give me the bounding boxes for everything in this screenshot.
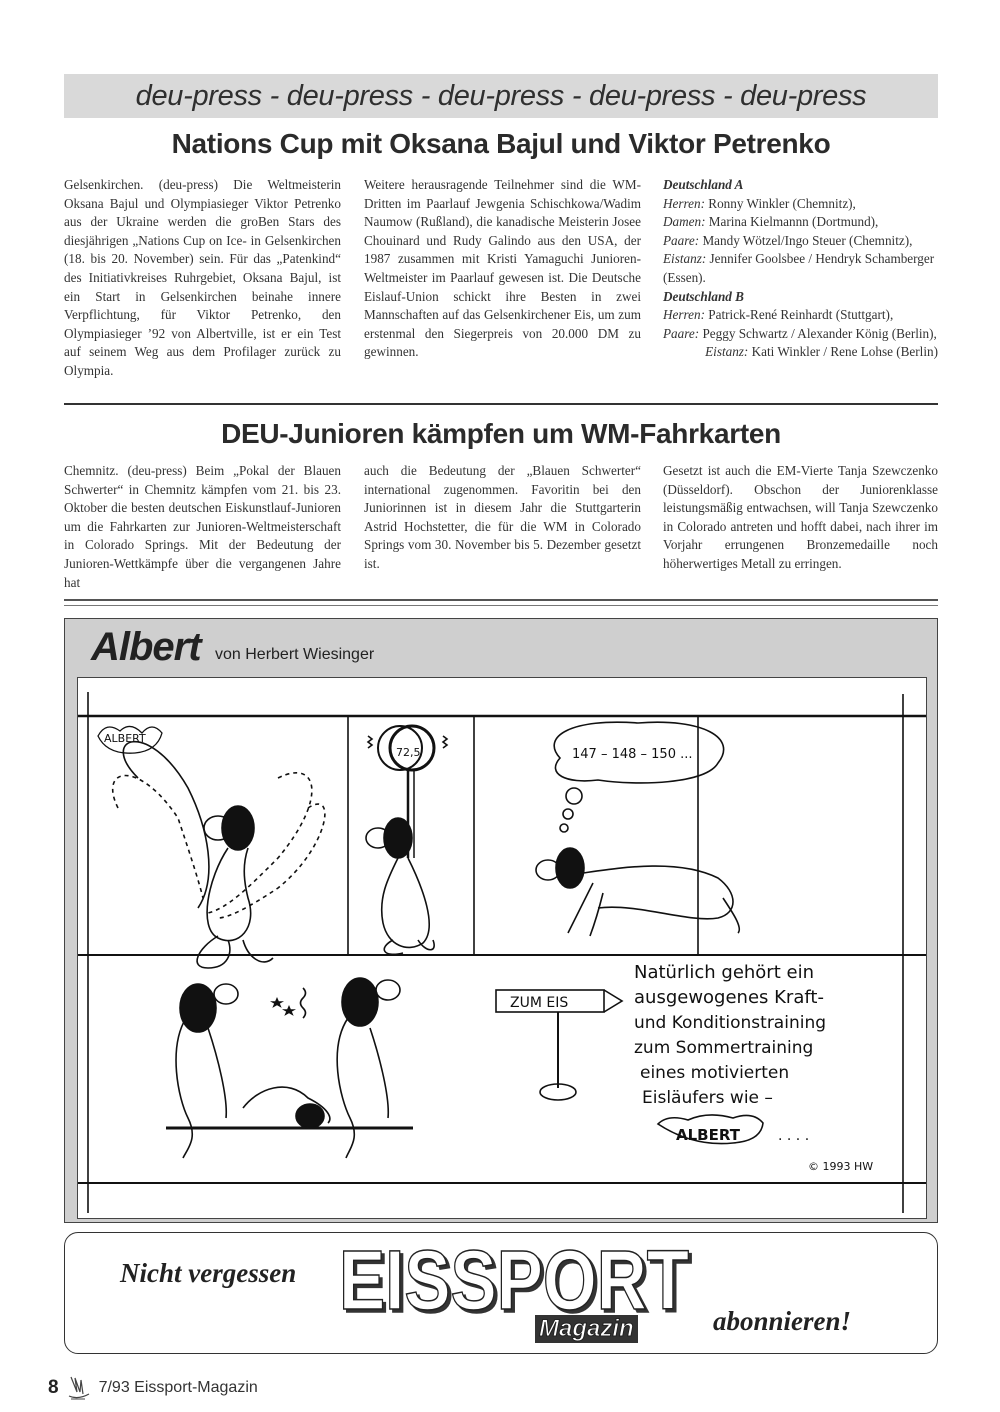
entry-category: Eistanz: bbox=[705, 344, 749, 360]
page-number: 8 bbox=[48, 1377, 59, 1398]
article2-column1 bbox=[64, 462, 341, 592]
page-footer bbox=[48, 1374, 258, 1402]
team-entry bbox=[663, 213, 938, 232]
article1-column2 bbox=[364, 176, 641, 362]
carrier-right bbox=[337, 1018, 388, 1158]
section-divider bbox=[64, 605, 938, 606]
entry-category: Herren: bbox=[663, 307, 705, 323]
panel-3 bbox=[536, 722, 739, 936]
weight-label: 72,5 bbox=[396, 746, 421, 759]
article2-col3-text: Gesetzt ist auch die EM-Vierte Tanja Szewczenko (Düsseldorf). Obschon der Juniorenklasse leistungsmäßig entwachsen, will Tanja Szewczenko in Colorado antreten und hofft dabei, nach ihrer im Vorjahr errungenen Bronzemedaille noch höherwertiges Metall zu erringen. bbox=[663, 463, 938, 571]
hair bbox=[384, 818, 412, 858]
ad-left-text: Nicht vergessen bbox=[120, 1258, 297, 1288]
comic-caption bbox=[634, 962, 873, 1173]
shake-lines bbox=[368, 736, 372, 748]
carrier-left bbox=[176, 1018, 226, 1158]
nose bbox=[214, 984, 238, 1004]
subscription-ad[interactable] bbox=[64, 1232, 938, 1354]
entry-text: Kati Winkler / Rene Lohse (Berlin) bbox=[748, 344, 938, 360]
article1-col1-text: Gelsenkirchen. (deu-press) Die Weltmeisterin Oksana Bajul und Olympiasieger Viktor Petrenko aus der Ukraine werden die groBen Stars des diesjährigen „Nations Cup on Ice- in Gelsenkirchen (18. bis 20. November) sein. Für das „Patenkind“ des Initiativkreises Ruhrgebiet, Oksana Bajul, ist ein Start in Gelsenkirchen beinahe innere Verpflichtung, für Viktor Petrenko, den Olympiasieger ’92 von Albertville, ist er ein Test auf seinem Weg aus dem Profilager zurück zu Olympia. bbox=[64, 177, 341, 378]
body bbox=[382, 858, 430, 947]
caption-line: und Konditionstraining bbox=[634, 1013, 827, 1033]
entry-category: Eistanz: bbox=[663, 251, 707, 267]
deu-press-banner bbox=[64, 74, 938, 118]
arm bbox=[123, 742, 209, 908]
issue-label: 7/93 Eissport-Magazin bbox=[98, 1379, 258, 1396]
hair bbox=[180, 984, 216, 1032]
caption-line: eines motivierten bbox=[640, 1063, 790, 1083]
dizzy-lines bbox=[301, 988, 306, 1018]
article2-column3 bbox=[663, 462, 938, 574]
article2-col1-text: Chemnitz. (deu-press) Beim „Pokal der Blauen Schwerter“ in Chemnitz kämpfen vom 21. bis 23. Oktober die besten deutschen Eiskunstlauf-Junioren um die Fahrkarten zur Junioren-Weltmeisterschaft in Colorado Springs. Mit der Bedeutung der Junioren-Wettkämpfe über die vergangenen Jahre hat bbox=[64, 463, 341, 590]
ad-right-text: abonnieren! bbox=[713, 1306, 852, 1336]
nose bbox=[376, 980, 400, 1000]
team-entry bbox=[663, 250, 938, 287]
sign-text: ZUM EIS bbox=[510, 995, 569, 1011]
entry-text: Marina Kielmannn (Dortmund), bbox=[705, 214, 879, 230]
team-entry bbox=[663, 232, 938, 251]
comic-strip bbox=[77, 677, 927, 1219]
team-entry bbox=[663, 343, 938, 362]
article1-col2-text: Weitere herausragende Teilnehmer sind die WM-Dritten im Paarlauf Jewgenia Schischkowa/Wadim Naumow (Rußland), die kanadische Meisterin Josee Chouinard und Rudy Galindo aus den USA, der 1987 zusammen mit Kristi Yamaguchi Junioren-Weltmeister im Paarlauf gewesen ist. Die Deutsche Eislauf-Union schickt ihre Besten in zwei Mannschaften auf das Gelsenkirchener Eis, um zum erstenmal den Siegerpreis von 20.000 DM zu gewinnen. bbox=[364, 177, 641, 360]
article1-column1 bbox=[64, 176, 341, 381]
entry-text: Ronny Winkler (Chemnitz), bbox=[705, 195, 856, 211]
eissport-logo bbox=[337, 1239, 697, 1315]
body bbox=[207, 848, 251, 941]
panel-1 bbox=[98, 726, 325, 968]
entry-text: Mandy Wötzel/Ingo Steuer (Chemnitz), bbox=[699, 232, 913, 248]
section-divider bbox=[64, 403, 938, 405]
team-name: Deutschland A bbox=[663, 177, 744, 192]
article1-headline: Nations Cup mit Oksana Bajul und Viktor Petrenko bbox=[171, 128, 831, 159]
panel-2 bbox=[366, 726, 447, 954]
thought-text: 147 – 148 – 150 ... bbox=[572, 747, 693, 762]
ellipsis: . . . . bbox=[778, 1128, 810, 1144]
caption-line: Natürlich gehört ein bbox=[634, 962, 814, 983]
caption-line: Eisläufers wie – bbox=[642, 1088, 773, 1108]
team-name: Deutschland B bbox=[663, 288, 744, 304]
team-entry bbox=[663, 325, 938, 344]
comic-author: von Herbert Wiesinger bbox=[215, 646, 375, 663]
signature-logo-text: ALBERT bbox=[676, 1126, 740, 1144]
albert-logo-text: ALBERT bbox=[104, 732, 146, 745]
team-list bbox=[663, 176, 938, 362]
article2-headline: DEU-Junioren kämpfen um WM-Fahrkarten bbox=[221, 418, 781, 449]
dizzy-stars bbox=[273, 999, 293, 1014]
section-divider bbox=[64, 599, 938, 601]
hair bbox=[222, 806, 254, 850]
logo-sub: Magazin bbox=[535, 1315, 638, 1343]
logo-main: EISSPORT bbox=[339, 1239, 689, 1315]
entry-text: Jennifer Goolsbee / Hendryk Schamberger (Essen). bbox=[663, 251, 935, 285]
entry-text: Peggy Schwartz / Alexander König (Berlin), bbox=[699, 325, 937, 341]
caption-line: ausgewogenes Kraft- bbox=[634, 987, 824, 1008]
arm bbox=[568, 883, 603, 936]
entry-category: Herren: bbox=[663, 195, 705, 211]
comic-title: Albert bbox=[91, 625, 201, 669]
hair bbox=[296, 1104, 324, 1128]
team-entry bbox=[663, 195, 938, 214]
comic-box bbox=[64, 618, 938, 1223]
skater-logo-icon bbox=[65, 1374, 91, 1402]
copyright: © 1993 HW bbox=[808, 1160, 874, 1173]
article2-col2-text: auch die Bedeutung der „Blauen Schwerter“ international zugenommen. Favoritin bei den Juniorinnen ist in diesem Jahr die Stuttgarterin Astrid Hochstetter, die für die WM in Colorado Springs vom 30. November bis 5. Dezember gesetzt ist. bbox=[364, 463, 641, 571]
shake-lines bbox=[443, 736, 447, 748]
comic-drawing bbox=[78, 678, 926, 1218]
entry-text: Patrick-René Reinhardt (Stuttgart), bbox=[705, 307, 894, 323]
foot bbox=[243, 940, 273, 962]
entry-category: Paare: bbox=[663, 325, 700, 341]
hair bbox=[556, 848, 584, 888]
entry-category: Paare: bbox=[663, 232, 700, 248]
panel-4 bbox=[166, 978, 622, 1158]
entry-category: Damen: bbox=[663, 214, 706, 230]
article2-column2 bbox=[364, 462, 641, 574]
caption-line: zum Sommertraining bbox=[634, 1038, 814, 1058]
banner-text: deu-press - deu-press - deu-press - deu-press - deu-press bbox=[135, 79, 867, 112]
team-entry bbox=[663, 306, 938, 325]
body bbox=[583, 866, 733, 919]
